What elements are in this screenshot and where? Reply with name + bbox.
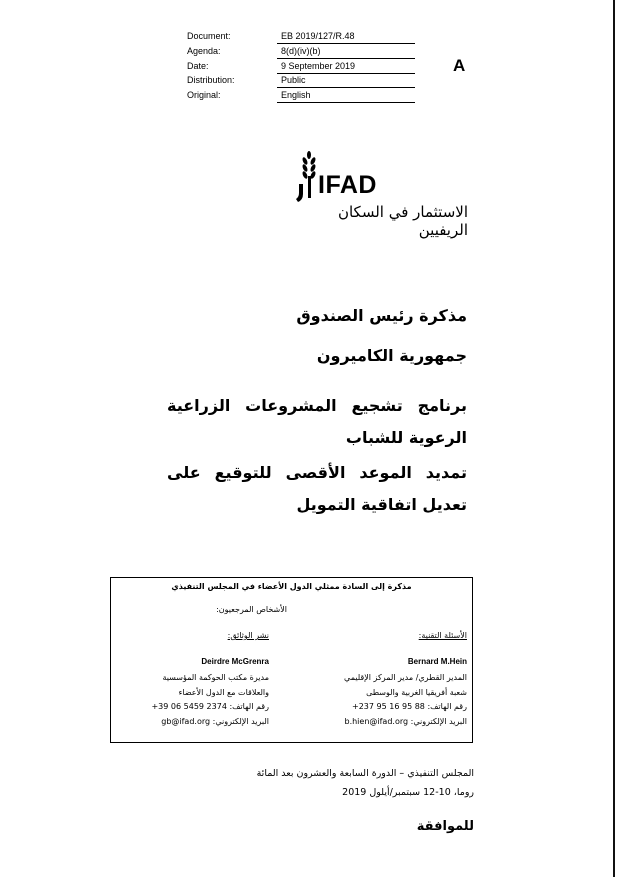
meta-label: Document:	[187, 31, 231, 41]
dispatch-contact-name: Deirdre McGrenra	[201, 657, 269, 666]
page-right-border	[613, 0, 615, 877]
meta-label: Agenda:	[187, 45, 221, 56]
meta-label: Distribution:	[187, 75, 235, 86]
technical-contact-role: المدير القطري/ مدير المركز الإقليمي	[344, 673, 467, 682]
technical-contact-name: Bernard M.Hein	[407, 657, 467, 666]
memo-title: مذكرة رئيس الصندوق	[296, 306, 467, 325]
meta-value: English	[277, 89, 415, 103]
dispatch-heading: نشر الوثائق:	[227, 631, 269, 640]
session-line: المجلس التنفيذي – الدورة السابعة والعشرون بعد المائة	[256, 768, 474, 779]
meta-value: Public	[277, 74, 415, 88]
subject-title: تمديد الموعد الأقصى للتوقيع على تعديل اتفاقية التمويل	[167, 463, 467, 514]
place-date-line: روما، 10-12 سبتمبر/أيلول 2019	[342, 787, 474, 798]
country-title: جمهورية الكاميرون	[316, 346, 467, 365]
technical-contact-division: شعبة أفريقيا الغربية والوسطى	[366, 688, 467, 697]
dispatch-contact-division: والعلاقات مع الدول الأعضاء	[178, 688, 269, 697]
focal-points-label: الأشخاص المرجعيون:	[216, 605, 287, 614]
meta-value: 9 September 2019	[277, 60, 415, 74]
ifad-logo-text: IFAD	[318, 171, 377, 199]
dispatch-contact-email[interactable]: البريد الإلكتروني: gb@ifad.org	[161, 717, 269, 726]
technical-contact-phone: رقم الهاتف: 88 95 16 95 237+	[351, 702, 467, 711]
language-code: A	[453, 56, 466, 75]
box-title: مذكرة إلى السادة ممثلي الدول الأعضاء في المجلس التنفيذي	[171, 582, 412, 591]
dispatch-contact-phone: رقم الهاتف: 2374 5459 06 39+	[151, 702, 269, 711]
action-label: للموافقة	[416, 819, 474, 834]
focal-points-box	[110, 577, 473, 743]
technical-contact-email[interactable]: البريد الإلكتروني: b.hien@ifad.org	[344, 717, 467, 726]
meta-value: EB 2019/127/R.48	[277, 30, 415, 44]
meta-label: Original:	[187, 90, 221, 101]
dispatch-contact-role: مديرة مكتب الحوكمة المؤسسية	[162, 673, 269, 682]
ifad-tagline: الاستثمار في السكان الريفيين	[337, 203, 468, 239]
programme-title: برنامج تشجيع المشروعات الزراعية الرعوية للشباب	[167, 396, 467, 447]
meta-label: Date:	[187, 60, 209, 71]
technical-questions-heading: الأسئلة التقنية:	[418, 631, 467, 640]
meta-value: 8(d)(iv)(b)	[277, 45, 415, 59]
